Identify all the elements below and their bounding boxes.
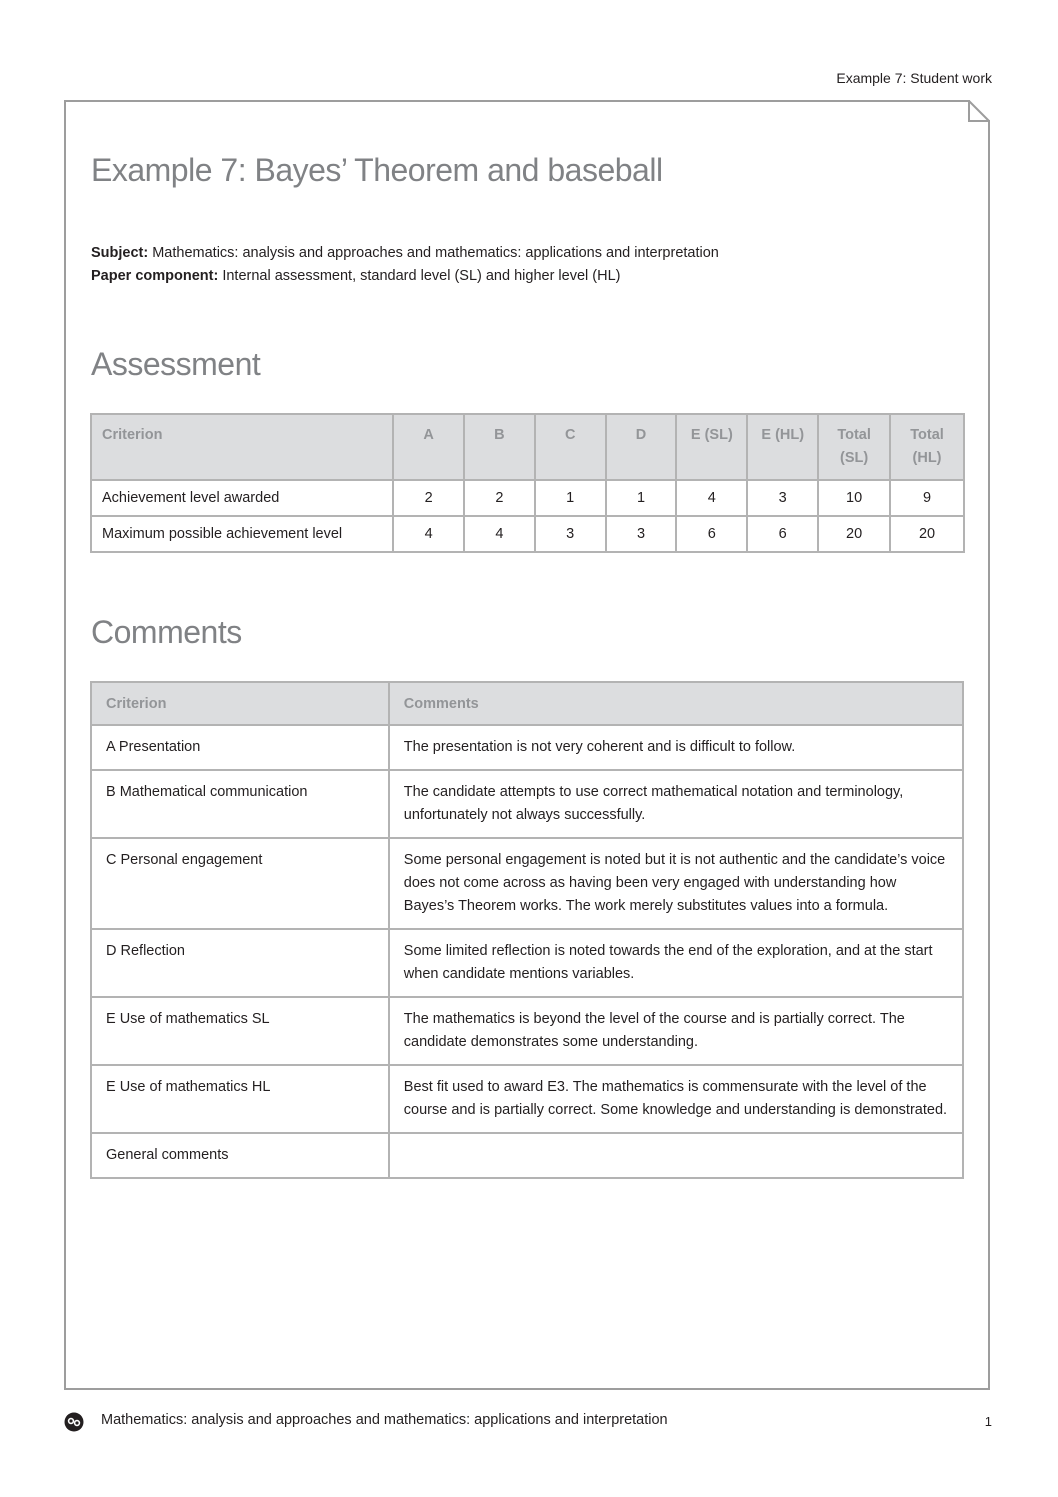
comment-criterion: E Use of mathematics HL <box>91 1065 389 1133</box>
comment-row-general <box>91 1133 963 1178</box>
comments-table <box>90 681 964 1179</box>
comment-row-use-math-hl <box>91 1065 963 1133</box>
cell-total-hl: 9 <box>890 480 964 516</box>
page-frame-right <box>988 120 990 1390</box>
cell-e-hl: 6 <box>747 516 818 552</box>
assessment-row-awarded <box>91 480 964 516</box>
comment-row-use-math-sl <box>91 997 963 1065</box>
component-line <box>91 265 719 288</box>
header-c: C <box>535 414 606 480</box>
comment-text: The candidate attempts to use correct mathematical notation and terminology, unfortunately not always successfully. <box>389 770 963 838</box>
header-total-hl-line2: (HL) <box>912 450 942 466</box>
header-total-sl-line2: (SL) <box>840 450 869 466</box>
assessment-table <box>90 413 965 553</box>
component-value: Internal assessment, standard level (SL) and higher level (HL) <box>218 268 621 284</box>
comment-text: Best fit used to award E3. The mathematics is commensurate with the level of the course and is partially correct. Some knowledge and understanding is demonstrated. <box>389 1065 963 1133</box>
ib-logo-icon <box>64 1412 84 1432</box>
comment-text: The mathematics is beyond the level of the course and is partially correct. The candidate demonstrates some understanding. <box>389 997 963 1065</box>
comment-criterion: E Use of mathematics SL <box>91 997 389 1065</box>
assessment-heading: Assessment <box>91 346 261 382</box>
header-e-sl: E (SL) <box>676 414 747 480</box>
cell-total-sl: 20 <box>818 516 890 552</box>
cell-b: 2 <box>464 480 535 516</box>
header-b: B <box>464 414 535 480</box>
header-d: D <box>606 414 677 480</box>
cell-d: 3 <box>606 516 677 552</box>
header-criterion: Criterion <box>91 682 389 725</box>
comment-criterion: B Mathematical communication <box>91 770 389 838</box>
header-a: A <box>393 414 464 480</box>
cell-total-sl: 10 <box>818 480 890 516</box>
page-number: 1 <box>984 1414 992 1429</box>
assessment-row-maximum <box>91 516 964 552</box>
cell-c: 1 <box>535 480 606 516</box>
comment-text: Some personal engagement is noted but it is not authentic and the candidate’s voice does not come across as having been very engaged with understanding how Bayes’s Theorem works. The work merely substitutes values into a formula. <box>389 838 963 929</box>
header-criterion: Criterion <box>91 414 393 480</box>
header-total-sl-line1: Total <box>837 427 871 443</box>
document-meta <box>91 242 719 288</box>
cell-e-sl: 4 <box>676 480 747 516</box>
comment-row-presentation <box>91 725 963 770</box>
running-head: Example 7: Student work <box>836 70 992 86</box>
comment-criterion: A Presentation <box>91 725 389 770</box>
cell-e-hl: 3 <box>747 480 818 516</box>
comments-header-row <box>91 682 963 725</box>
subject-line <box>91 242 719 265</box>
assessment-header-row <box>91 414 964 480</box>
cell-c: 3 <box>535 516 606 552</box>
page-frame-top <box>64 100 970 102</box>
page-fold-corner <box>968 100 990 122</box>
row-label: Maximum possible achievement level <box>91 516 393 552</box>
comment-row-reflection <box>91 929 963 997</box>
comment-text: Some limited reflection is noted towards the end of the exploration, and at the start when candidate mentions variables. <box>389 929 963 997</box>
header-total-sl <box>818 414 890 480</box>
header-total-hl-line1: Total <box>910 427 944 443</box>
subject-value: Mathematics: analysis and approaches and mathematics: applications and interpretation <box>148 245 719 261</box>
component-label: Paper component: <box>91 268 219 284</box>
cell-a: 2 <box>393 480 464 516</box>
cell-d: 1 <box>606 480 677 516</box>
footer-text: Mathematics: analysis and approaches and mathematics: applications and interpretation <box>101 1412 668 1428</box>
cell-a: 4 <box>393 516 464 552</box>
cell-b: 4 <box>464 516 535 552</box>
comment-criterion: General comments <box>91 1133 389 1178</box>
comment-criterion: C Personal engagement <box>91 838 389 929</box>
comment-row-communication <box>91 770 963 838</box>
row-label: Achievement level awarded <box>91 480 393 516</box>
comments-heading: Comments <box>91 614 242 650</box>
page-title: Example 7: Bayes’ Theorem and baseball <box>91 152 663 188</box>
comment-criterion: D Reflection <box>91 929 389 997</box>
cell-e-sl: 6 <box>676 516 747 552</box>
comment-text: The presentation is not very coherent and is difficult to follow. <box>389 725 963 770</box>
comment-text <box>389 1133 963 1178</box>
header-e-hl: E (HL) <box>747 414 818 480</box>
cell-total-hl: 20 <box>890 516 964 552</box>
header-total-hl <box>890 414 964 480</box>
subject-label: Subject: <box>91 245 149 261</box>
comment-row-engagement <box>91 838 963 929</box>
header-comments: Comments <box>389 682 963 725</box>
